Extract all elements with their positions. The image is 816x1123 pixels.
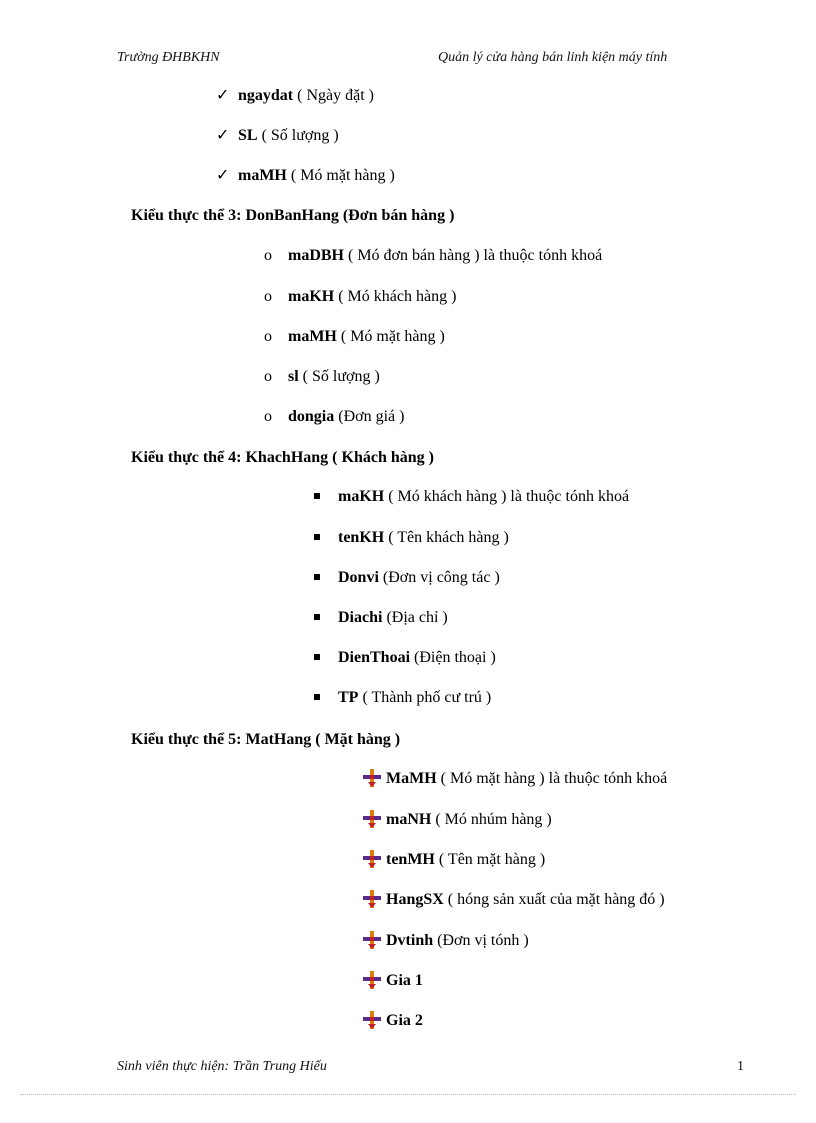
attribute-desc: ( Mó nhúm hàng ) xyxy=(431,811,552,828)
checkmark-icon: ✓ xyxy=(216,87,230,104)
attribute-desc: ( Mó đơn bán hàng ) là thuộc tónh khoá xyxy=(344,247,603,264)
attribute-desc: ( Tên mặt hàng ) xyxy=(434,851,546,868)
list-item xyxy=(264,367,380,387)
arrow-cross-bullet-icon xyxy=(362,1012,386,1030)
list-item xyxy=(264,287,456,307)
section-heading: Kiểu thực thể 4: KhachHang ( Khách hàng ) xyxy=(131,449,434,466)
header-title: Quản lý cửa hàng bán linh kiện máy tính xyxy=(438,50,668,65)
attribute-name: tenMH xyxy=(386,851,435,868)
header-school: Trường ĐHBKHN xyxy=(117,50,220,65)
attribute-desc: (Đơn giá ) xyxy=(334,408,405,425)
attribute-desc: ( hóng sản xuất của mặt hàng đó ) xyxy=(443,891,665,908)
attribute-name: SL xyxy=(238,127,258,144)
section-heading: Kiểu thực thể 5: MatHang ( Mặt hàng ) xyxy=(131,731,401,748)
arrow-cross-bullet-icon xyxy=(362,811,386,829)
section-heading: Kiểu thực thể 3: DonBanHang (Đơn bán hàng ) xyxy=(131,207,455,224)
hollow-circle-bullet-icon: o xyxy=(264,247,272,264)
square-bullet-icon xyxy=(314,487,338,507)
attribute-name: Donvi xyxy=(338,569,379,586)
list-item xyxy=(264,407,404,427)
list-item xyxy=(362,971,423,991)
list-item xyxy=(216,126,339,146)
square-bullet-icon xyxy=(314,568,338,588)
square-bullet-icon xyxy=(314,608,338,628)
attribute-name: MaMH xyxy=(386,770,437,787)
list-item xyxy=(362,890,665,910)
attribute-desc: (Điện thoại ) xyxy=(410,649,496,666)
list-item xyxy=(216,86,374,106)
page-bottom-divider xyxy=(20,1094,796,1095)
list-item xyxy=(314,568,500,588)
attribute-desc: ( Mó khách hàng ) là thuộc tónh khoá xyxy=(384,488,630,505)
list-item xyxy=(264,246,602,266)
arrow-cross-bullet-icon xyxy=(362,851,386,869)
attribute-name: maDBH xyxy=(288,247,344,264)
attribute-name: Dvtinh xyxy=(386,932,434,949)
attribute-desc: (Đơn vị tónh ) xyxy=(433,932,529,949)
attribute-desc: ( Số lượng ) xyxy=(257,127,339,144)
square-bullet-icon xyxy=(314,648,338,668)
list-item xyxy=(216,166,395,186)
footer-author: Sinh viên thực hiện: Trần Trung Hiếu xyxy=(117,1059,327,1074)
checkmark-icon: ✓ xyxy=(216,127,230,144)
attribute-name: maNH xyxy=(386,811,432,828)
list-item xyxy=(362,769,667,789)
list-item xyxy=(314,528,509,548)
attribute-desc: ( Mó mặt hàng ) xyxy=(336,328,445,345)
hollow-circle-bullet-icon: o xyxy=(264,288,272,305)
square-bullet-icon xyxy=(314,688,338,708)
attribute-name: ngaydat xyxy=(238,87,294,104)
square-bullet-icon xyxy=(314,528,338,548)
list-item xyxy=(362,810,552,830)
page-number: 1 xyxy=(737,1059,744,1074)
attribute-desc: (Đơn vị công tác ) xyxy=(378,569,500,586)
list-item xyxy=(314,688,491,708)
attribute-name: HangSX xyxy=(386,891,444,908)
checkmark-icon: ✓ xyxy=(216,167,230,184)
attribute-name: maKH xyxy=(338,488,385,505)
attribute-desc: ( Tên khách hàng ) xyxy=(384,529,509,546)
list-item xyxy=(362,850,545,870)
hollow-circle-bullet-icon: o xyxy=(264,368,272,385)
attribute-name: maMH xyxy=(288,328,337,345)
arrow-cross-bullet-icon xyxy=(362,891,386,909)
attribute-desc: ( Thành phố cư trú ) xyxy=(358,689,492,706)
list-item xyxy=(362,931,529,951)
attribute-name: TP xyxy=(338,689,359,706)
attribute-name: DienThoai xyxy=(338,649,411,666)
attribute-desc: ( Mó mặt hàng ) xyxy=(286,167,395,184)
arrow-cross-bullet-icon xyxy=(362,770,386,788)
list-item xyxy=(362,1011,423,1031)
arrow-cross-bullet-icon xyxy=(362,972,386,990)
list-item xyxy=(314,648,496,668)
attribute-name: maKH xyxy=(288,288,335,305)
attribute-desc: ( Mó khách hàng ) xyxy=(334,288,457,305)
attribute-name: Gia 1 xyxy=(386,972,423,989)
attribute-name: Gia 2 xyxy=(386,1012,423,1029)
hollow-circle-bullet-icon: o xyxy=(264,408,272,425)
attribute-desc: ( Số lượng ) xyxy=(298,368,380,385)
attribute-name: tenKH xyxy=(338,529,385,546)
hollow-circle-bullet-icon: o xyxy=(264,328,272,345)
attribute-name: dongia xyxy=(288,408,335,425)
attribute-name: sl xyxy=(288,368,299,385)
list-item xyxy=(314,487,629,507)
list-item xyxy=(264,327,445,347)
list-item xyxy=(314,608,448,628)
arrow-cross-bullet-icon xyxy=(362,932,386,950)
attribute-desc: ( Mó mặt hàng ) là thuộc tónh khoá xyxy=(436,770,668,787)
attribute-desc: (Địa chỉ ) xyxy=(382,609,448,626)
attribute-name: maMH xyxy=(238,167,287,184)
attribute-desc: ( Ngày đặt ) xyxy=(293,87,374,104)
attribute-name: Diachi xyxy=(338,609,383,626)
